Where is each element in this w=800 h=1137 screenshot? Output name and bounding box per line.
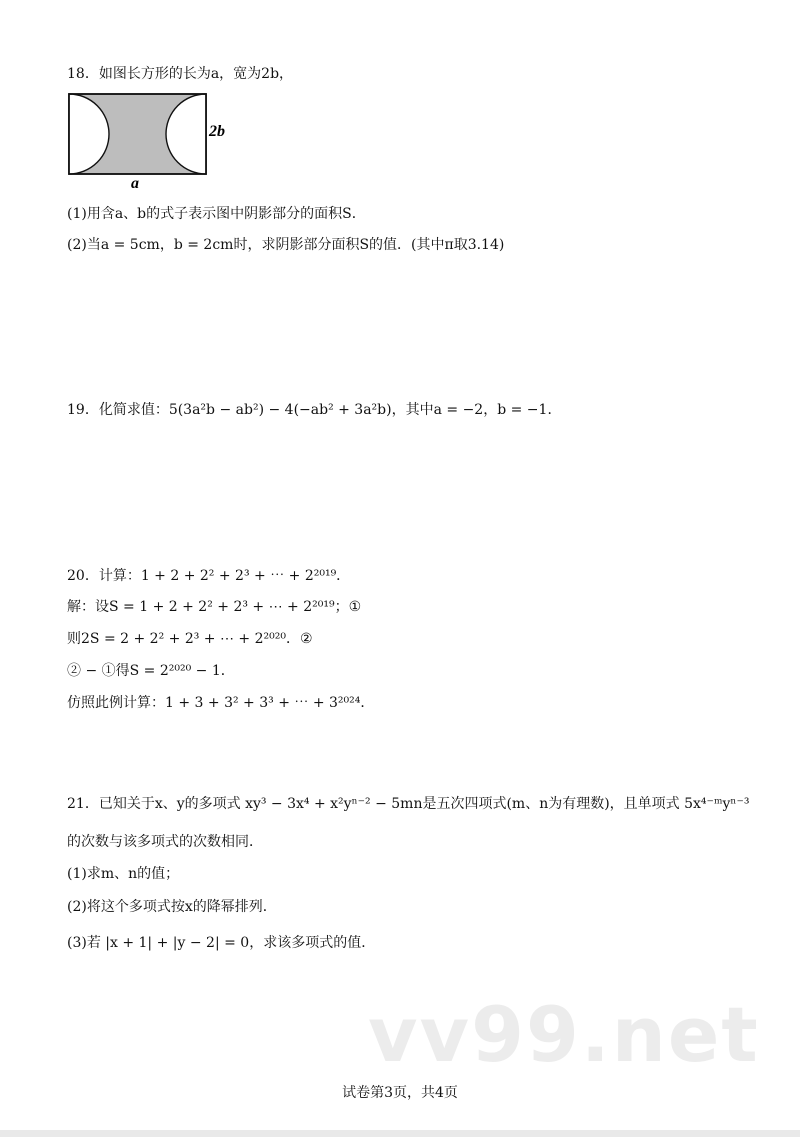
rectangle-diagram: [67, 92, 237, 192]
q21-part3: (3)若 |x + 1| + |y − 2| = 0，求该多项式的值．: [67, 935, 376, 951]
q21-stem-line2: 的次数与该多项式的次数相同．: [67, 834, 263, 850]
q21-stem-line1: 21．已知关于x、y的多项式 xy³ − 3x⁴ + x²yⁿ⁻² − 5mn是五次四项式(m、n为有理数)，且单项式 5x⁴⁻ᵐyⁿ⁻³: [67, 796, 750, 812]
width-label: 2b: [209, 123, 225, 140]
q20-solution-line1: 解：设S = 1 + 2 + 2² + 2³ + ⋯ + 2²⁰¹⁹；①: [67, 599, 362, 615]
q20-solution-line2: 则2S = 2 + 2² + 2³ + ⋯ + 2²⁰²⁰．②: [67, 631, 313, 647]
q20-solution-line3: ② − ①得S = 2²⁰²⁰ − 1．: [67, 663, 235, 679]
q19-text: 19．化简求值：5(3a²b − ab²) − 4(−ab² + 3a²b)，其中a = −2，b = −1．: [67, 402, 562, 418]
q20-stem: 20．计算：1 + 2 + 2² + 2³ + ⋯ + 2²⁰¹⁹．: [67, 568, 351, 584]
length-label: a: [131, 175, 139, 192]
q18-stem: 18．如图长方形的长为a，宽为2b，: [67, 66, 294, 82]
q18-part1: (1)用含a、b的式子表示图中阴影部分的面积S．: [67, 206, 366, 222]
q21-part2: (2)将这个多项式按x的降幂排列．: [67, 899, 277, 915]
q18-part2: (2)当a = 5cm，b = 2cm时，求阴影部分面积S的值．(其中π取3.14): [67, 237, 505, 253]
page-footer: 试卷第3页，共4页: [342, 1085, 458, 1101]
q20-task: 仿照此例计算：1 + 3 + 3² + 3³ + ⋯ + 3²⁰²⁴．: [67, 695, 375, 711]
page-bottom-edge: [0, 1130, 800, 1137]
q18-figure: [67, 92, 237, 196]
watermark: vv99.net: [368, 990, 760, 1079]
q21-part1: (1)求m、n的值；: [67, 866, 180, 882]
